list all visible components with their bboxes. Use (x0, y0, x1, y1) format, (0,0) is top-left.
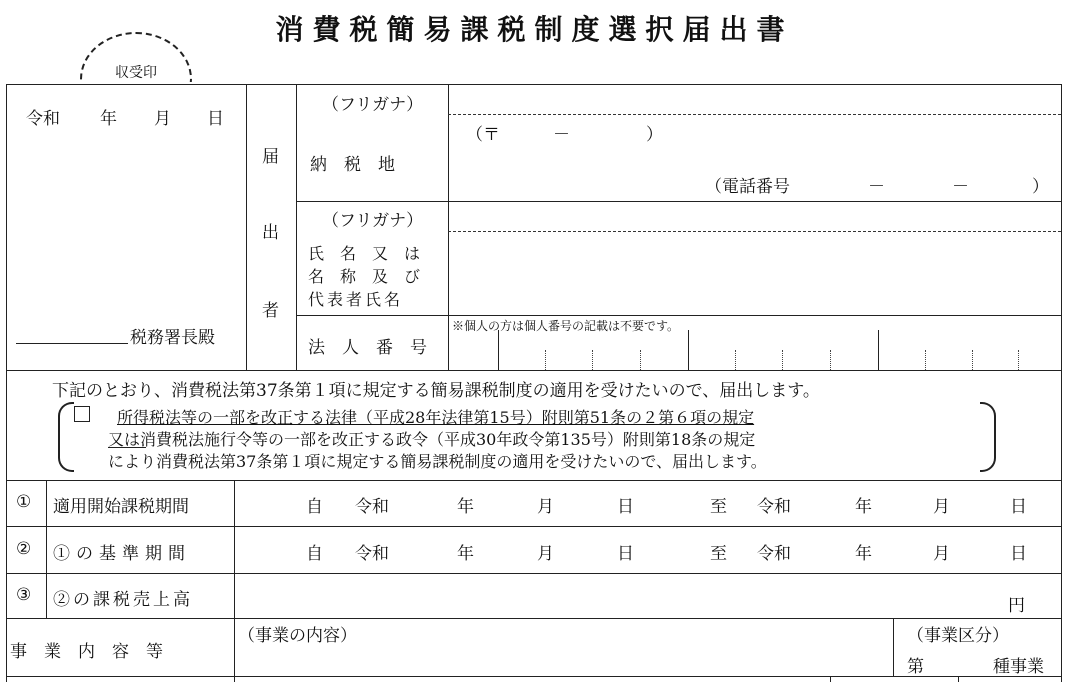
postal-close: ） (646, 125, 663, 145)
row-1-year: 年 (457, 497, 474, 517)
row-3-bottom (6, 618, 1061, 619)
declaration-text: 下記のとおり、消費税法第37条第１項に規定する簡易課税制度の適用を受けたいので、届出します。 (52, 381, 820, 401)
row-1-month: 月 (537, 497, 554, 517)
corp-digit-sep (925, 350, 926, 370)
next-row-divider (958, 676, 959, 682)
date-month: 月 (154, 109, 171, 129)
corp-digit-sep (830, 350, 831, 370)
row-2-bottom (6, 573, 1061, 574)
special-brace-left (58, 402, 74, 472)
filer-char-3: 者 (262, 301, 279, 321)
row-3-label: ②の課税売上高 (53, 590, 193, 610)
corp-digit-sep (972, 350, 973, 370)
form-title: 消費税簡易課税制度選択届出書 (275, 13, 794, 46)
corp-digit-divider (878, 330, 879, 370)
corp-digit-sep (640, 350, 641, 370)
top-section-bottom (6, 370, 1061, 371)
row-2-era-2: 令和 (757, 544, 791, 564)
row-2-num: ② (16, 539, 32, 559)
corp-digit-divider (498, 330, 499, 370)
name-label-2: 名 称 及 び (308, 267, 421, 286)
furigana-label-2: （フリガナ） (322, 211, 424, 231)
special-brace-right (980, 402, 996, 472)
row-1-num: ① (16, 492, 32, 512)
divider-filer (296, 84, 297, 370)
corp-digit-sep (1018, 350, 1019, 370)
furigana-line-2 (448, 231, 1061, 232)
row-2-month-2: 月 (933, 544, 950, 564)
phone-dash-2: － (952, 177, 969, 197)
filer-char-1: 届 (262, 147, 279, 167)
row-2-day-2: 日 (1010, 544, 1027, 564)
divider-label (448, 84, 449, 370)
row-1-year-2: 年 (855, 497, 872, 517)
row-2-label: ①の基準期間 (53, 544, 191, 564)
row-2-day: 日 (617, 544, 634, 564)
furigana-label-1: （フリガナ） (322, 95, 424, 115)
special-line-3: により消費税法第37条第１項に規定する簡易課税制度の適用を受けたいので、届出します。 (108, 452, 767, 471)
stamp-mask (70, 82, 200, 132)
frame-left (6, 84, 7, 682)
name-bottom (296, 315, 1061, 316)
date-year: 年 (100, 109, 117, 129)
office-suffix: 税務署長殿 (130, 328, 215, 348)
postal-open: （〒 (466, 125, 500, 145)
num-col-divider (46, 480, 47, 618)
name-label-1: 氏 名 又 は (308, 244, 421, 263)
next-row-divider (830, 676, 831, 682)
special-underline-2 (108, 447, 146, 448)
special-line-1: 所得税法等の一部を改正する法律（平成28年法律第15号）附則第51条の２第６項の規定 (117, 408, 755, 427)
row-1-to: 至 (710, 497, 727, 517)
row-2-year: 年 (457, 544, 474, 564)
sales-unit: 円 (1008, 596, 1025, 616)
row-2-from: 自 (306, 544, 323, 564)
frame-top (6, 84, 1061, 85)
row-1-day: 日 (617, 497, 634, 517)
corp-digit-sep (592, 350, 593, 370)
postal-dash: － (553, 125, 570, 145)
business-class-prefix: 第 (907, 657, 924, 677)
address-bottom (296, 201, 1061, 202)
special-provision-checkbox[interactable] (74, 406, 90, 422)
phone-dash-1: － (868, 177, 885, 197)
business-class-label: （事業区分） (907, 626, 1009, 646)
phone-close: ） (1032, 177, 1049, 197)
corp-digit-sep (735, 350, 736, 370)
row-1-from: 自 (306, 497, 323, 517)
business-class-divider (893, 618, 894, 676)
row-4-bottom (6, 676, 1061, 677)
row-1-bottom (6, 526, 1061, 527)
row-2-year-2: 年 (855, 544, 872, 564)
office-name-underline (16, 343, 128, 344)
row-1-month-2: 月 (933, 497, 950, 517)
corp-number-note: ※個人の方は個人番号の記載は不要です。 (452, 319, 680, 333)
row-2-month: 月 (537, 544, 554, 564)
corp-digit-sep (782, 350, 783, 370)
row-1-era-2: 令和 (757, 497, 791, 517)
row-2-era: 令和 (355, 544, 389, 564)
date-day: 日 (207, 109, 224, 129)
row-1-era: 令和 (355, 497, 389, 517)
row-2-to: 至 (710, 544, 727, 564)
name-label-3: 代表者氏名 (308, 290, 404, 309)
corp-number-label: 法 人 番 号 (308, 338, 427, 358)
furigana-line-1 (448, 114, 1061, 115)
rows-top (6, 480, 1061, 481)
row-1-day-2: 日 (1010, 497, 1027, 517)
row-3-num: ③ (16, 585, 32, 605)
receipt-stamp-label: 収受印 (115, 65, 157, 81)
filer-char-2: 出 (262, 223, 279, 243)
frame-right (1061, 84, 1062, 682)
address-label: 納 税 地 (310, 155, 395, 175)
date-era: 令和 (26, 109, 60, 129)
corp-digit-sep (545, 350, 546, 370)
business-content-label: （事業の内容） (238, 626, 357, 646)
row-1-label: 適用開始課税期間 (53, 497, 189, 517)
business-class-suffix: 種事業 (993, 657, 1044, 677)
corp-digit-divider (688, 330, 689, 370)
divider-date (246, 84, 247, 370)
business-label: 事 業 内 容 等 (10, 642, 163, 662)
phone-label: （電話番号 (705, 177, 790, 197)
label-col-divider (234, 480, 235, 682)
special-line-2: 又は消費税法施行令等の一部を改正する政令（平成30年政令第135号）附則第18条の規定 (108, 430, 756, 449)
